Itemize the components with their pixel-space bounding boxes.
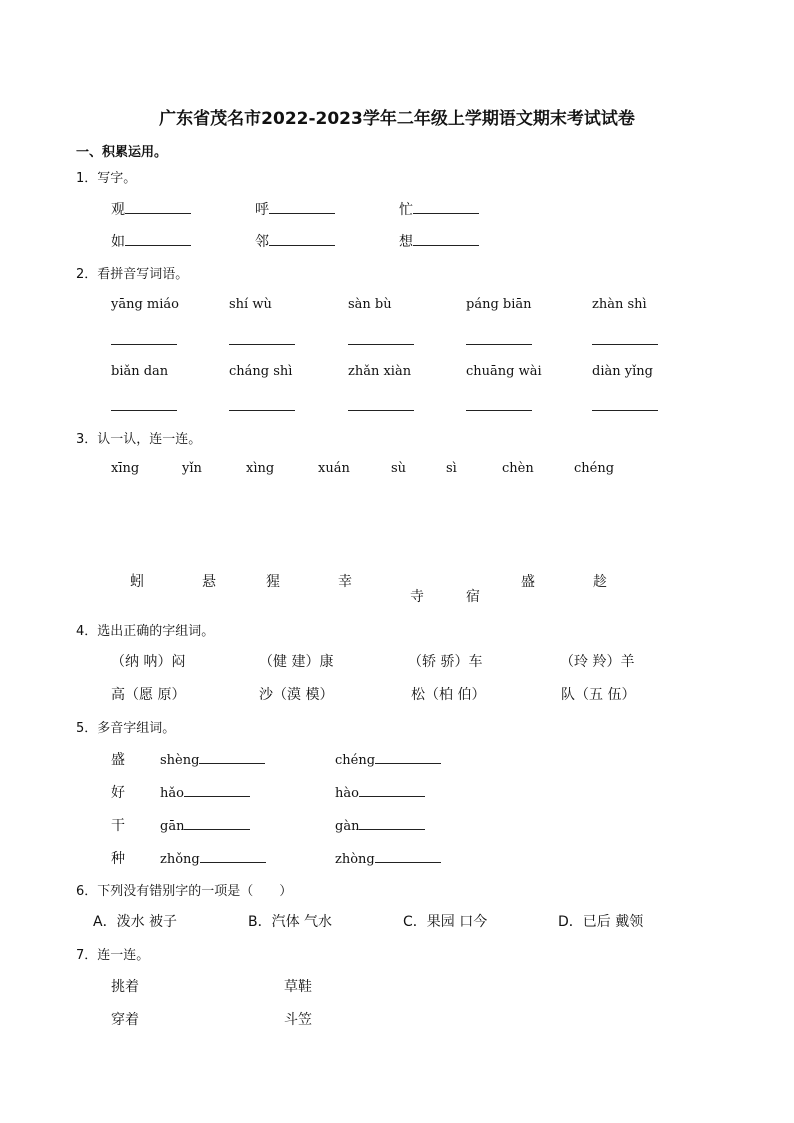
write-item: 想 xyxy=(399,231,479,251)
polyphone-item: shèng xyxy=(160,750,265,768)
match-char[interactable]: 宿 xyxy=(466,589,480,605)
polyphone-item: zhǒng xyxy=(160,849,266,867)
match-right-item[interactable]: 草鞋 xyxy=(284,979,312,995)
option-c[interactable]: C．果园 口今 xyxy=(403,914,488,930)
match-pinyin[interactable]: sù xyxy=(391,461,407,476)
pinyin-label: sàn bù xyxy=(348,297,392,312)
question-4-prompt: 4．选出正确的字组词。 xyxy=(76,624,215,639)
match-char[interactable]: 盛 xyxy=(521,574,535,590)
match-pinyin[interactable]: sì xyxy=(446,461,457,476)
match-left-item[interactable]: 挑着 xyxy=(111,979,139,995)
choice-item[interactable]: （玲 羚）羊 xyxy=(560,654,635,670)
polyphone-item: zhòng xyxy=(335,849,441,867)
match-char[interactable]: 蚓 xyxy=(130,574,144,590)
answer-line[interactable] xyxy=(111,344,177,345)
match-char[interactable]: 悬 xyxy=(202,574,216,590)
answer-line[interactable] xyxy=(229,344,295,345)
option-d[interactable]: D．已后 戴领 xyxy=(558,914,644,930)
choice-item[interactable]: 队（五 伍） xyxy=(561,687,636,703)
polyphone-item: gān xyxy=(160,816,250,834)
answer-line[interactable] xyxy=(466,410,532,411)
question-1-prompt: 1．写字。 xyxy=(76,171,137,186)
answer-line[interactable] xyxy=(348,410,414,411)
match-right-item[interactable]: 斗笠 xyxy=(284,1012,312,1028)
match-char[interactable]: 猩 xyxy=(266,574,280,590)
answer-line[interactable] xyxy=(592,344,658,345)
match-pinyin[interactable]: chèn xyxy=(502,461,534,476)
choice-item[interactable]: 沙（漠 模） xyxy=(259,687,334,703)
pinyin-label: zhàn shì xyxy=(592,297,647,312)
question-7-prompt: 7．连一连。 xyxy=(76,948,150,963)
page-title: 广东省茂名市2022-2023学年二年级上学期语文期末考试试卷 xyxy=(159,109,635,129)
polyphone-char: 干 xyxy=(111,818,125,834)
polyphone-char: 好 xyxy=(111,785,125,801)
polyphone-item: chéng xyxy=(335,750,441,768)
choice-item[interactable]: （轿 骄）车 xyxy=(408,654,483,670)
match-char[interactable]: 寺 xyxy=(410,589,424,605)
polyphone-item: gàn xyxy=(335,816,425,834)
write-item: 观 xyxy=(111,199,191,219)
section-heading: 一、积累运用。 xyxy=(76,145,168,160)
match-pinyin[interactable]: chéng xyxy=(574,461,615,476)
write-item: 邻 xyxy=(255,231,335,251)
pinyin-label: diàn yǐng xyxy=(592,364,653,379)
write-item: 如 xyxy=(111,231,191,251)
answer-line[interactable] xyxy=(592,410,658,411)
answer-line[interactable] xyxy=(348,344,414,345)
choice-item[interactable]: 高（愿 原） xyxy=(111,687,186,703)
pinyin-label: chuāng wài xyxy=(466,364,542,379)
pinyin-label: cháng shì xyxy=(229,364,293,379)
answer-line[interactable] xyxy=(111,410,177,411)
answer-line[interactable] xyxy=(229,410,295,411)
question-3-prompt: 3．认一认，连一连。 xyxy=(76,432,202,447)
answer-line[interactable] xyxy=(466,344,532,345)
question-2-prompt: 2．看拼音写词语。 xyxy=(76,267,189,282)
match-left-item[interactable]: 穿着 xyxy=(111,1012,139,1028)
polyphone-item: hǎo xyxy=(160,783,250,801)
pinyin-label: shí wù xyxy=(229,297,272,312)
match-pinyin[interactable]: xìng xyxy=(246,461,275,476)
match-pinyin[interactable]: xuán xyxy=(318,461,350,476)
match-char[interactable]: 幸 xyxy=(338,574,352,590)
pinyin-label: yāng miáo xyxy=(111,297,179,312)
match-pinyin[interactable]: xīng xyxy=(111,461,140,476)
question-5-prompt: 5．多音字组词。 xyxy=(76,721,176,736)
pinyin-label: páng biān xyxy=(466,297,532,312)
write-item: 忙 xyxy=(399,199,479,219)
write-item: 呼 xyxy=(255,199,335,219)
polyphone-item: hào xyxy=(335,783,425,801)
option-a[interactable]: A．泼水 被子 xyxy=(93,914,178,930)
pinyin-label: biǎn dan xyxy=(111,364,169,379)
option-b[interactable]: B．汽体 气水 xyxy=(248,914,333,930)
choice-item[interactable]: 松（柏 伯） xyxy=(411,687,486,703)
polyphone-char: 种 xyxy=(111,851,125,867)
question-6-prompt: 6．下列没有错别字的一项是（ ） xyxy=(76,884,293,899)
match-pinyin[interactable]: yǐn xyxy=(182,461,202,476)
match-char[interactable]: 趁 xyxy=(593,574,607,590)
choice-item[interactable]: （纳 呐）闷 xyxy=(111,654,186,670)
choice-item[interactable]: （健 建）康 xyxy=(259,654,334,670)
polyphone-char: 盛 xyxy=(111,752,125,768)
pinyin-label: zhǎn xiàn xyxy=(348,364,412,379)
